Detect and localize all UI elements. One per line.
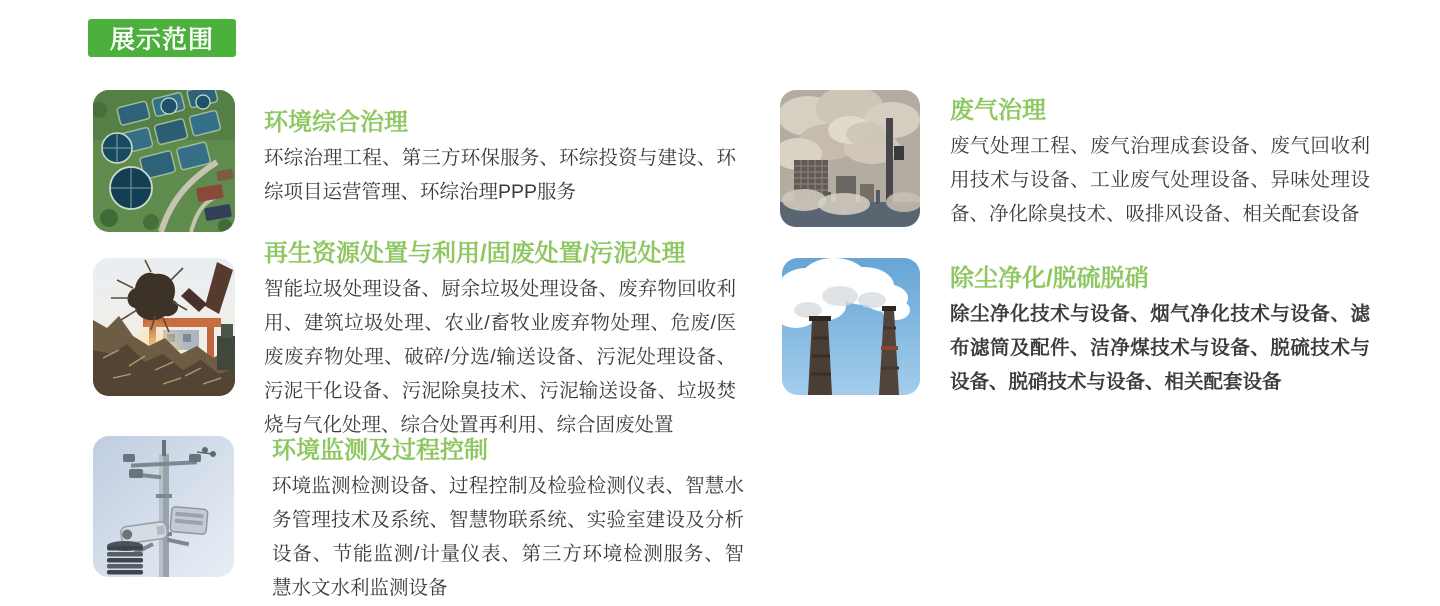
section-body: 除尘净化技术与设备、烟气净化技术与设备、滤布滤筒及配件、洁净煤技术与设备、脱硫技术与设备、脱硝技术与设备、相关配套设备 <box>950 303 1370 393</box>
environmental-monitoring-station-photo <box>93 436 234 577</box>
section-body: 废气处理工程、废气治理成套设备、废气回收利用技术与设备、工业废气处理设备、异味处理设备、净化除臭技术、吸排风设备、相关配套设备 <box>950 135 1370 225</box>
section-body: 环综治理工程、第三方环保服务、环综投资与建设、环综项目运营管理、环综治理PPP服务 <box>264 147 736 203</box>
section-environment-monitoring-process-control <box>272 438 744 605</box>
section-title: 除尘净化/脱硫脱硝 <box>950 265 1149 292</box>
section-waste-gas-treatment <box>950 98 1370 231</box>
section-body: 智能垃圾处理设备、厨余垃圾处理设备、废弃物回收利用、建筑垃圾处理、农业/畜牧业废弃物处理、危废/医废废弃物处理、破碎/分选/输送设备、污泥处理设备、污泥干化设备、污泥除臭技术、污泥输送设备、垃圾焚烧与气化处理、综合处置再利用、综合固废处置 <box>264 278 736 436</box>
chimneys-smoke-illustration <box>782 258 920 395</box>
water-treatment-plant-aerial-photo <box>93 90 235 232</box>
water-treatment-illustration <box>93 90 235 232</box>
section-title: 再生资源处置与利用/固废处置/污泥处理 <box>264 240 686 267</box>
section-recycling-solid-waste-sludge <box>264 241 736 442</box>
section-title: 环境监测及过程控制 <box>272 437 488 464</box>
scrap-metal-grab-crane-photo <box>93 258 235 396</box>
twin-chimneys-smoke-photo <box>782 258 920 395</box>
waste-gas-illustration <box>780 90 920 227</box>
badge-label: 展示范围 <box>109 26 214 54</box>
section-environment-comprehensive-governance <box>264 110 736 209</box>
section-title: 废气治理 <box>950 97 1046 124</box>
scrap-yard-illustration <box>93 258 235 396</box>
section-body: 环境监测检测设备、过程控制及检验检测仪表、智慧水务管理技术及系统、智慧物联系统、实验室建设及分析设备、节能监测/计量仪表、第三方环境检测服务、智慧水文水利监测设备 <box>272 475 744 599</box>
industrial-smokestacks-photo <box>780 90 920 227</box>
monitoring-station-illustration <box>93 436 234 577</box>
section-title: 环境综合治理 <box>264 109 408 136</box>
section-dust-removal-desulfurization-denitrification <box>950 266 1370 399</box>
exhibition-scope-badge <box>88 19 236 57</box>
